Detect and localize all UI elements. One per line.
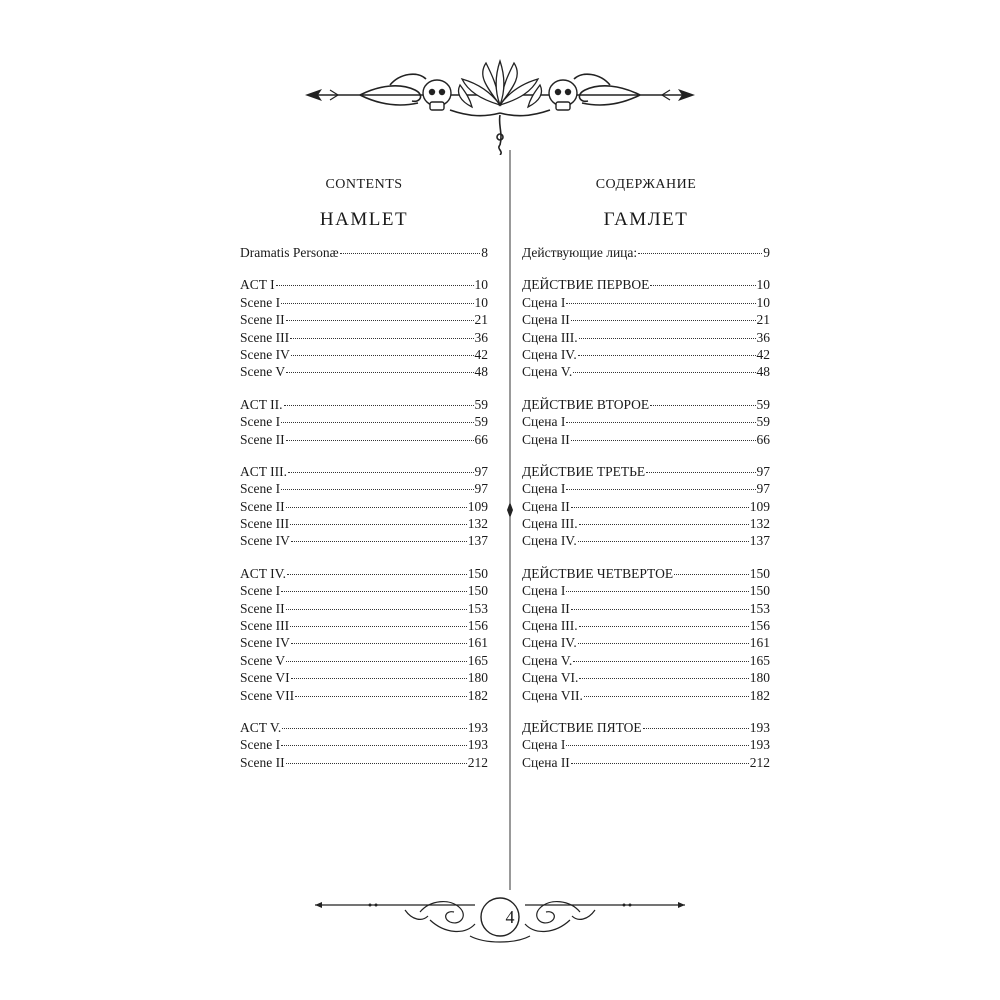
toc-entry-page: 109 [467,498,488,514]
toc-entry [522,346,770,363]
toc-entry [522,396,770,413]
dot-leader [578,355,756,356]
toc-entry-page: 212 [749,754,770,770]
dot-leader [286,609,467,610]
toc-entry [240,617,488,634]
dot-leader [284,405,474,406]
toc-entry-page: 150 [749,583,770,599]
toc-entry-page: 193 [467,737,488,753]
dot-leader [286,320,474,321]
toc-entry-page: 97 [756,481,770,497]
toc-entry-label: Scene VII [240,687,295,703]
toc-entry [522,413,770,430]
dot-leader [579,626,749,627]
dot-leader [571,440,756,441]
toc-entry [522,754,770,771]
toc-entry-label: Сцена V. [522,364,573,380]
toc-group [240,719,488,771]
toc-entry [522,687,770,704]
dot-leader [287,574,467,575]
toc-entry [240,687,488,704]
toc-entry-page: 10 [474,277,488,293]
toc-group [522,463,770,550]
top-ornament-skulls-lilies [300,55,700,155]
toc-entry-page: 59 [474,396,488,412]
dot-leader [286,372,473,373]
toc-entry-page: 137 [467,533,488,549]
toc-entry-label: Scene VI [240,670,290,686]
toc-entry-label: Scene V [240,364,286,380]
dot-leader [286,661,467,662]
toc-entry-label: Scene I [240,737,281,753]
toc-entry-page: 97 [474,463,488,479]
toc-entry-page: 212 [467,754,488,770]
dot-leader [579,524,749,525]
play-title-english: hamlet [319,201,409,231]
toc-entry-label: Сцена I [522,481,566,497]
toc-entry-page: 150 [749,565,770,581]
toc-entry-label: Scene II [240,600,285,616]
toc-entry-label: ACT II. [240,396,283,412]
toc-entry [522,363,770,380]
toc-entry-label: ДЕЙСТВИЕ ВТОРОЕ [522,396,650,412]
toc-entry-label: Сцена III. [522,618,578,634]
toc-entry [240,431,488,448]
dot-leader [566,489,755,490]
dot-leader [650,405,755,406]
dot-leader [643,728,749,729]
toc-entry [240,244,488,261]
toc-entry-label: Сцена II [522,754,570,770]
toc-group [240,396,488,448]
toc-entry-label: Сцена III. [522,516,578,532]
toc-entry-page: 132 [467,516,488,532]
toc-entry-label: Сцена I [522,583,566,599]
toc-entry [240,480,488,497]
toc-entry-page: 193 [467,719,488,735]
toc-entry-label: ACT III. [240,463,287,479]
toc-entry [522,515,770,532]
dot-leader [573,372,755,373]
dot-leader [282,728,466,729]
dot-leader [573,661,749,662]
toc-entry-label: Сцена IV. [522,635,577,651]
dot-leader [281,422,473,423]
dot-leader [571,507,749,508]
dot-leader [571,763,749,764]
toc-entry-label: Сцена IV. [522,346,577,362]
toc-entry-label: Scene II [240,498,285,514]
toc-group [240,244,488,261]
toc-entry [522,498,770,515]
dot-leader [286,763,467,764]
toc-entry-page: 153 [467,600,488,616]
toc-entry-label: Сцена VI. [522,670,579,686]
dot-leader [281,745,467,746]
toc-entry-label: Scene I [240,481,281,497]
toc-entry [240,736,488,753]
toc-entry [522,329,770,346]
dot-leader [566,591,748,592]
toc-entry-label: Сцена IV. [522,533,577,549]
contents-english-column [240,168,488,771]
toc-entry-page: 180 [749,670,770,686]
toc-entry [240,463,488,480]
toc-group [240,276,488,380]
toc-entry [522,736,770,753]
toc-entry-label: Scene I [240,414,281,430]
toc-entry-label: Scene IV [240,346,290,362]
dot-leader [276,285,474,286]
toc-entry-page: 109 [749,498,770,514]
toc-entry [522,244,770,261]
toc-entry-page: 21 [756,312,770,328]
toc-entry-page: 182 [467,687,488,703]
toc-entry [240,396,488,413]
toc-entry-label: ДЕЙСТВИЕ ЧЕТВЕРТОЕ [522,565,674,581]
toc-entry-label: Scene III [240,516,290,532]
toc-entry [522,652,770,669]
toc-entry-label: ACT I [240,277,275,293]
contents-heading-english: contents [325,171,403,193]
toc-entry-page: 165 [749,652,770,668]
dot-leader [281,591,467,592]
toc-entry-label: ACT IV. [240,565,287,581]
dot-leader [566,745,748,746]
toc-group [522,396,770,448]
dot-leader [281,303,473,304]
dot-leader [291,643,467,644]
toc-entry-page: 161 [467,635,488,651]
toc-entry-page: 182 [749,687,770,703]
toc-entry-label: Scene IV [240,533,290,549]
toc-entry [240,565,488,582]
toc-entry [522,719,770,736]
dot-leader [579,678,748,679]
dot-leader [288,472,474,473]
toc-entry-label: Сцена I [522,294,566,310]
toc-group [522,719,770,771]
toc-entry-label: ДЕЙСТВИЕ ПЯТОЕ [522,719,642,735]
toc-entry [240,652,488,669]
toc-entry-page: 161 [749,635,770,651]
toc-entry [522,311,770,328]
dot-leader [579,338,756,339]
toc-entry-page: 48 [474,364,488,380]
toc-group [522,276,770,380]
toc-entry [240,669,488,686]
toc-entry-page: 8 [481,245,488,260]
toc-group [522,565,770,704]
dot-leader [290,626,467,627]
toc-entry-label: Действующие лица: [522,245,638,260]
contents-heading-russian: содержание [595,171,697,193]
toc-entry-label: ДЕЙСТВИЕ ПЕРВОЕ [522,277,650,293]
toc-entry-page: 193 [749,719,770,735]
dot-leader [571,609,749,610]
toc-entry [240,634,488,651]
toc-entry-page: 156 [467,618,488,634]
toc-entry [522,582,770,599]
toc-entry-page: 150 [467,565,488,581]
toc-entry [240,515,488,532]
toc-entry-page: 165 [467,652,488,668]
toc-entry-page: 97 [756,463,770,479]
toc-entry-label: Сцена III. [522,329,578,345]
toc-entry [240,276,488,293]
toc-group [522,244,770,261]
column-divider [505,150,515,890]
dot-leader [340,253,481,254]
toc-entry [522,617,770,634]
toc-entry-page: 42 [756,346,770,362]
dot-leader [290,338,473,339]
dot-leader [650,285,755,286]
toc-entry-label: Scene II [240,431,285,447]
dot-leader [291,678,467,679]
toc-entry [240,498,488,515]
dot-leader [291,541,467,542]
toc-entry-page: 150 [467,583,488,599]
toc-entry-page: 137 [749,533,770,549]
toc-entry-label: Scene II [240,312,285,328]
toc-entry-label: Сцена VII. [522,687,583,703]
toc-entry-page: 59 [756,396,770,412]
play-title-russian: гамлет [603,201,689,231]
toc-entry-label: Сцена II [522,312,570,328]
toc-entry-label: Scene I [240,294,281,310]
toc-entry [240,582,488,599]
dot-leader [646,472,755,473]
toc-entry-page: 59 [474,414,488,430]
toc-entry [240,311,488,328]
toc-entry-label: Scene III [240,329,290,345]
toc-entry-page: 97 [474,481,488,497]
dot-leader [578,541,749,542]
toc-entry-label: Сцена II [522,600,570,616]
toc-entry-page: 193 [749,737,770,753]
toc-entry [240,532,488,549]
toc-entry-page: 36 [474,329,488,345]
toc-entry-page: 66 [474,431,488,447]
toc-entry [240,294,488,311]
toc-entry-label: Сцена I [522,737,566,753]
toc-entry-page: 10 [756,294,770,310]
toc-entry-label: Scene I [240,583,281,599]
contents-russian-column [522,168,770,771]
dot-leader [638,253,762,254]
toc-entry-page: 36 [756,329,770,345]
toc-entry-page: 153 [749,600,770,616]
toc-entry [240,719,488,736]
dot-leader [571,320,756,321]
toc-entry-page: 180 [467,670,488,686]
dot-leader [290,524,467,525]
dot-leader [295,696,467,697]
toc-entry-label: Scene II [240,754,285,770]
dot-leader [566,303,755,304]
toc-entry-page: 21 [474,312,488,328]
toc-entry-label: Сцена II [522,431,570,447]
toc-entry-page: 10 [474,294,488,310]
toc-entry-page: 48 [756,364,770,380]
toc-entry-label: Scene V [240,652,286,668]
page-number: 4 [505,907,515,927]
toc-list-russian [522,244,770,771]
toc-entry-page: 66 [756,431,770,447]
toc-entry-page: 59 [756,414,770,430]
dot-leader [286,440,474,441]
toc-entry-page: 10 [756,277,770,293]
toc-group [240,463,488,550]
dot-leader [281,489,473,490]
toc-entry [522,480,770,497]
toc-entry [240,346,488,363]
toc-entry-label: Scene IV [240,635,290,651]
toc-entry [522,463,770,480]
toc-entry [522,294,770,311]
toc-list-english [240,244,488,771]
toc-entry-label: ДЕЙСТВИЕ ТРЕТЬЕ [522,463,646,479]
toc-entry [240,413,488,430]
toc-entry [240,754,488,771]
toc-entry-page: 42 [474,346,488,362]
dot-leader [584,696,749,697]
dot-leader [291,355,474,356]
toc-entry [522,276,770,293]
dot-leader [566,422,755,423]
toc-group [240,565,488,704]
toc-entry [522,532,770,549]
toc-entry [240,329,488,346]
toc-entry [240,363,488,380]
toc-entry [522,565,770,582]
toc-entry-label: Dramatis Personæ [240,245,339,260]
toc-entry [522,634,770,651]
toc-entry-label: Scene III [240,618,290,634]
toc-entry [240,600,488,617]
toc-entry-label: Сцена II [522,498,570,514]
dot-leader [674,574,749,575]
toc-entry-page: 132 [749,516,770,532]
toc-entry-label: Сцена V. [522,652,573,668]
dot-leader [578,643,749,644]
toc-entry [522,600,770,617]
toc-entry-label: Сцена I [522,414,566,430]
toc-entry-page: 156 [749,618,770,634]
dot-leader [286,507,467,508]
toc-entry [522,431,770,448]
toc-entry-page: 9 [763,245,770,260]
toc-entry-label: ACT V. [240,719,282,735]
toc-entry [522,669,770,686]
